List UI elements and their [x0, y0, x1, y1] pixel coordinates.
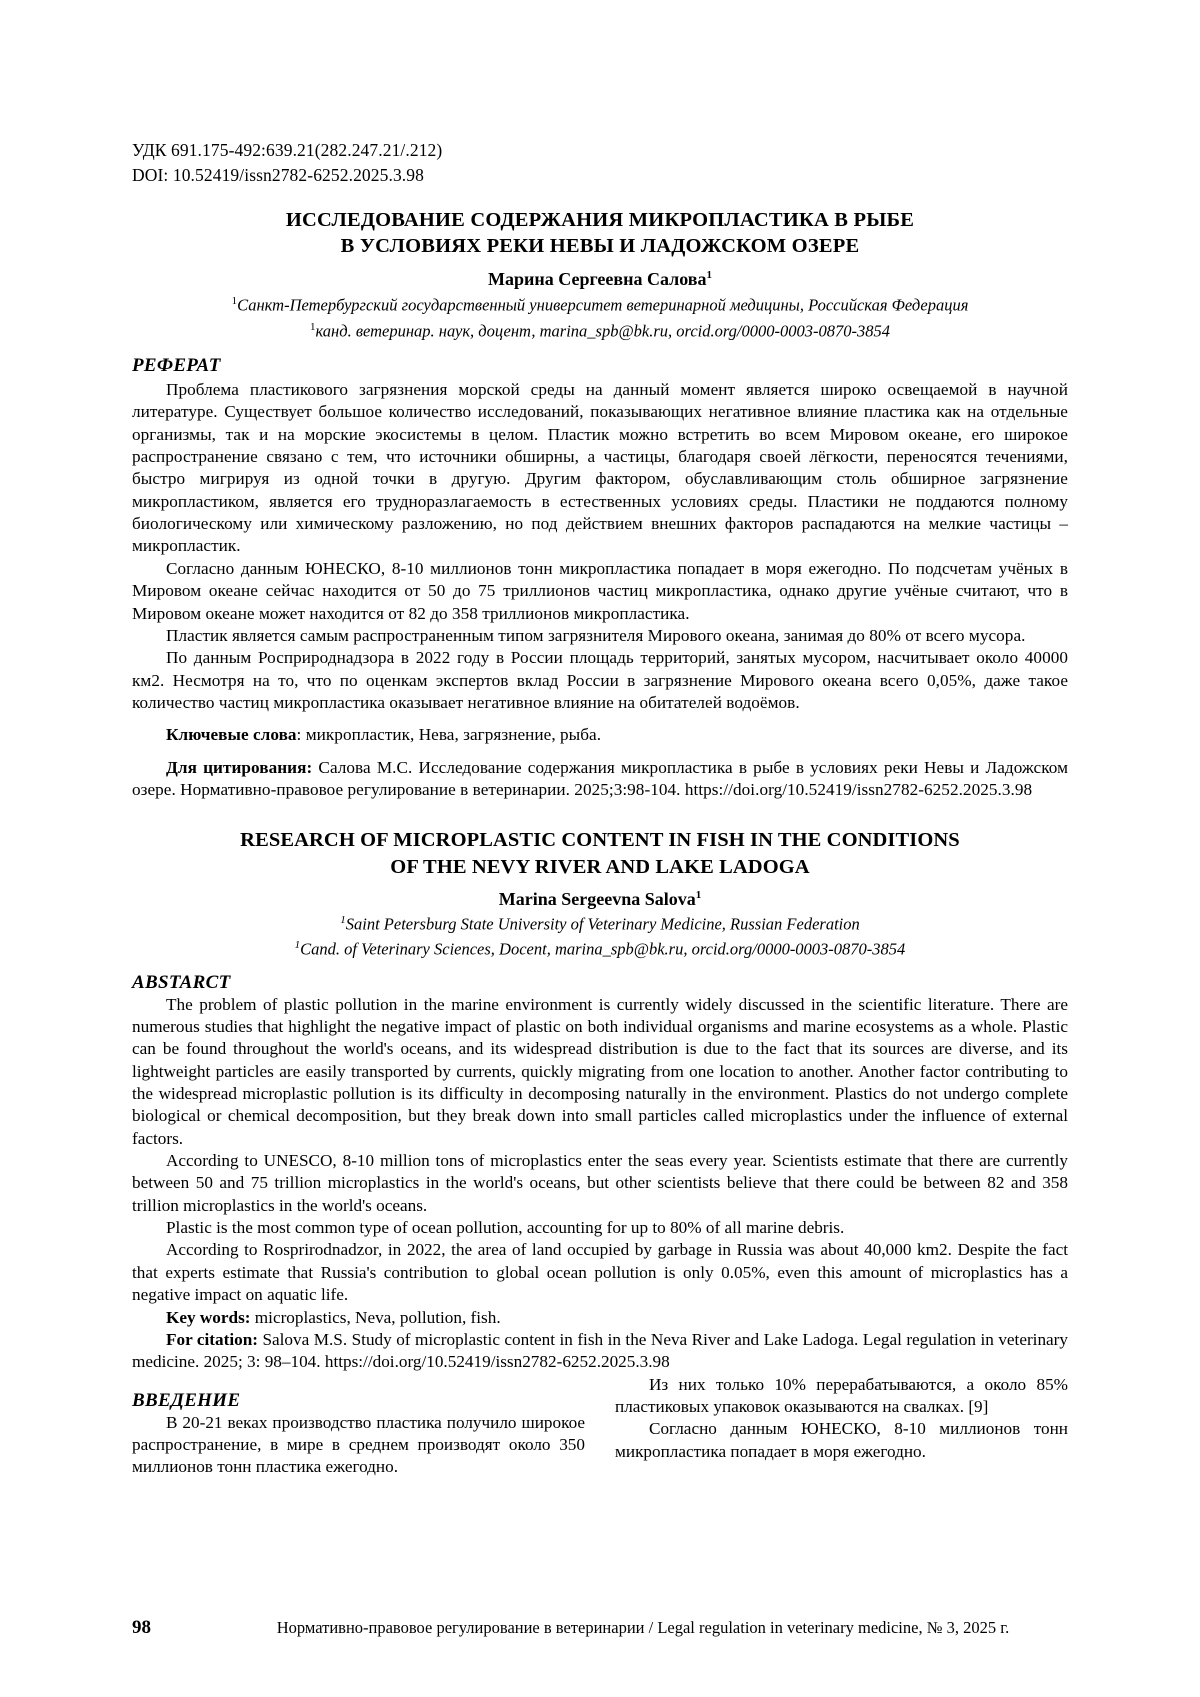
english-affiliation-marker: 1	[340, 913, 346, 926]
english-affiliation	[132, 913, 1068, 935]
english-credentials-text: Cand. of Veterinary Sciences, Docent, marina_spb@bk.ru, orcid.org/0000-0003-0870-3854	[300, 939, 906, 959]
identifier-block	[132, 138, 1068, 189]
introduction-paragraph: Из них только 10% перерабатываются, а около 85% пластиковых упаковок оказываются на свалках. [9]	[615, 1374, 1068, 1416]
russian-title	[132, 207, 1068, 260]
introduction-paragraph: Согласно данным ЮНЕСКО, 8-10 миллионов тонн микропластика попадает в моря ежегодно.	[615, 1419, 1068, 1461]
russian-keywords-label: Ключевые слова	[166, 725, 297, 745]
russian-abstract-paragraph: Пластик является самым распространенным типом загрязнителя Мирового океана, занимая до 80% от всего мусора.	[166, 625, 1026, 645]
english-keywords	[132, 1307, 1068, 1329]
russian-abstract-heading: РЕФЕРАТ	[132, 354, 221, 376]
english-citation-value: Salova M.S. Study of microplastic content in fish in the Neva River and Lake Ladoga. Legal regulation in veterinary medicine. 2025; 3: 98–104. https://doi.org/10.52419/issn2782-6252.2025.3.98	[132, 1329, 1068, 1372]
journal-footer-text: Нормативно-правовое регулирование в ветеринарии / Legal regulation in veterinary medicine, № 3, 2025 г.	[276, 1618, 1010, 1637]
russian-abstract-paragraph: Проблема пластикового загрязнения морской среды на данный момент является широко освещаемой в научной литературе. Существует большое количество исследований, показывающих негативное влияние пластика как на отдельные организмы, так и на морские экосистемы в целом. Пластик можно встретить во всем Мировом океане, его широкое распространение связано с тем, что источники обширны, а частицы, благодаря своей лёгкости, переносятся течениями, быстро мигрируя из одной точки в другую. Другим фактором, обуславливающим столь обширное загрязнение микропластиком, является его трудноразлагаемость в естественных условиях среды. Пластики не поддаются полному биологическому или химическому разложению, но под действием внешних факторов распадаются на мелкие частицы – микропластик.	[132, 379, 1068, 556]
russian-author-affiliation-marker: 1	[706, 269, 712, 282]
russian-affiliation-text: Санкт-Петербургский государственный университет ветеринарной медицины, Российская Федерация	[237, 295, 969, 315]
english-citation	[132, 1329, 1068, 1374]
udk-code: УДК 691.175-492:639.21(282.247.21/.212)	[132, 140, 443, 160]
english-citation-label: For citation:	[166, 1329, 258, 1349]
english-abstract-paragraph: The problem of plastic pollution in the marine environment is currently widely discussed in the scientific literature. There are numerous studies that highlight the negative impact of plastic on both individual organisms and marine ecosystems as a whole. Plastic can be found throughout the world's oceans, and its widespread distribution is due to the fact that its sources are diverse, and its lightweight particles are easily transported by currents, quickly migrating from one location to another. Another factor contributing to the widespread microplastic pollution is its difficulty in decomposing naturally in the environment. Plastics do not undergo complete biological or chemical decomposition, but they break down into small particles called microplastics under the influence of external factors.	[132, 994, 1068, 1148]
introduction-heading: ВВЕДЕНИЕ	[132, 1389, 241, 1411]
russian-abstract-paragraph: Согласно данным ЮНЕСКО, 8-10 миллионов тонн микропластика попадает в моря ежегодно. По подсчетам учёных в Мировом океане сейчас находится от 50 до 75 триллионов частиц микропластика, однако другие учёные считают, что в Мировом океане может находится от 82 до 358 триллионов микропластика.	[132, 558, 1068, 623]
english-affiliation-text: Saint Petersburg State University of Veterinary Medicine, Russian Federation	[345, 914, 860, 934]
english-title-line-1: RESEARCH OF MICROPLASTIC CONTENT IN FISH IN THE CONDITIONS	[240, 829, 960, 852]
russian-keywords-value: : микропластик, Нева, загрязнение, рыба.	[296, 725, 602, 745]
doi-code: DOI: 10.52419/issn2782-6252.2025.3.98	[132, 165, 424, 186]
introduction-paragraph: В 20-21 веках производство пластика получило широкое распространение, в мире в среднем производят около 350 миллионов тонн пластика ежегодно.	[132, 1412, 585, 1477]
russian-affiliation-marker: 1	[231, 295, 238, 308]
english-keywords-value: microplastics, Neva, pollution, fish.	[250, 1307, 501, 1327]
english-abstract-paragraph: Plastic is the most common type of ocean pollution, accounting for up to 80% of all marine debris.	[166, 1218, 845, 1238]
russian-keywords	[132, 724, 1068, 746]
russian-citation-value: Салова М.С. Исследование содержания микропластика в рыбе в условиях реки Невы и Ладожском озере. Нормативно-правовое регулирование в ветеринарии. 2025;3:98-104. https://doi.org/10.52419/issn2782-6252.2025.3.98	[132, 757, 1068, 800]
english-author-name: Marina Sergeevna Salova	[498, 888, 696, 909]
english-abstract-paragraph: According to UNESCO, 8-10 million tons of microplastics enter the seas every year. Scientists estimate that there are currently between 50 and 75 trillion microplastics in the world's oceans, but other scientists believe that there could be between 82 and 358 trillion microplastics in the world's oceans.	[132, 1151, 1068, 1215]
page-number: 98	[132, 1617, 151, 1638]
page-footer	[132, 1617, 1068, 1639]
russian-citation	[132, 757, 1068, 802]
english-title	[132, 827, 1068, 880]
english-credentials-marker: 1	[294, 939, 301, 952]
introduction-right-column	[615, 1374, 1068, 1479]
russian-credentials-text: канд. ветеринар. наук, доцент, marina_spb@bk.ru, orcid.org/0000-0003-0870-3854	[315, 321, 890, 341]
english-credentials	[132, 938, 1068, 960]
introduction-left-column	[132, 1374, 585, 1479]
english-abstract-heading: ABSTARCT	[132, 971, 231, 993]
russian-author-name: Марина Сергеевна Салова	[488, 269, 707, 290]
english-keywords-label: Key words:	[166, 1307, 251, 1327]
russian-citation-label: Для цитирования:	[166, 757, 313, 777]
english-author-affiliation-marker: 1	[695, 888, 702, 901]
english-title-line-2: OF THE NEVY RIVER AND LAKE LADOGA	[390, 856, 810, 879]
russian-title-line-1: ИССЛЕДОВАНИЕ СОДЕРЖАНИЯ МИКРОПЛАСТИКА В РЫБЕ	[285, 208, 915, 231]
russian-abstract-paragraph: По данным Росприроднадзора в 2022 году в России площадь территорий, занятых мусором, насчитывает около 40000 км2. Несмотря на то, что по оценкам экспертов вклад России в загрязнение Мирового океана всего 0,05%, даже такое количество частиц микропластика оказывает негативное влияние на обитателей водоёмов.	[132, 648, 1068, 712]
russian-credentials-marker: 1	[310, 321, 316, 334]
english-abstract-paragraph: According to Rosprirodnadzor, in 2022, the area of land occupied by garbage in Russia was about 40,000 km2. Despite the fact that experts estimate that Russia's contribution to global ocean pollution is only 0.05%, even this amount of microplastics has a negative impact on aquatic life.	[132, 1240, 1068, 1305]
russian-title-line-2: В УСЛОВИЯХ РЕКИ НЕВЫ И ЛАДОЖСКОМ ОЗЕРЕ	[340, 235, 860, 258]
english-author	[132, 889, 1068, 910]
introduction-columns	[132, 1374, 1068, 1479]
russian-affiliation	[132, 294, 1068, 316]
russian-author	[132, 269, 1068, 290]
russian-credentials	[132, 320, 1068, 342]
